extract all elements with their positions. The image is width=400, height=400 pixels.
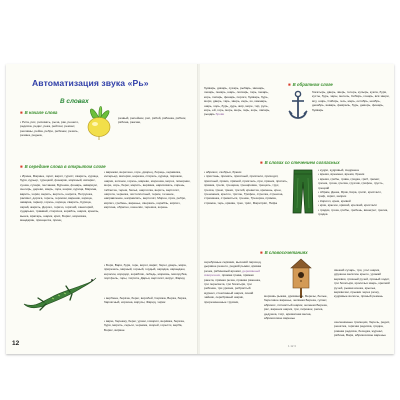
medial-words-col1: • Ирина, Марина, горит, варит, турист, сварить, курица, буря, курьер, турецкий, фонарик, морёный, кипарис, сушка, сухари, песчаная, Буренка, фонарь, аквариум, снегирь, дерево, зверь, гора, шарик, курица, Марина, варить, хорёк, верить, вертеть, широта, Петрушка, рассвет, дорога, горечь, героизм, вареник, корица, заварка, гарнир, горечь, корица, сварить, Курица, сарай, жарить, Дорого, горячо, горячий, санаторий, сударыня, трамвай, старичок, корабль, шарик, кремль, вьюга, вратарь, шарик, крис, Борис, морковка, мандарин, принцесса, принц (20, 174, 100, 223)
phrases-header: ■ В словосочетаниях (260, 250, 308, 255)
phrases-col4: озеленённые трапеции, беречь, редис, решётка, горячая редиска, грядка, ровная редиска, беседка, журнал, рябина, Варя, абрикосовое варенье (334, 320, 391, 338)
anchor-illustration (288, 90, 308, 122)
page-title: Автоматизация звука «Рь» (32, 78, 149, 88)
closed-syllable-words-col2: богатырь, дверь, зверь, тетерь, купырь, кукла, буря, кусты, бурь, чары, метель, Сибирь, гонарь, всё звери, мгу, ширь, Сибирь, гесь, мерь, октябрь, ноябрь, декабрь, январь, февраль, бурь, деворь, фонарь, букварь (312, 90, 390, 112)
page-footer-small: 1 12 3 (288, 344, 296, 348)
medial-words-col3: • Боря, Варя, буря, горе, ворот, варит, берег, дверь, жира, прирезать, мирный, горный, гордый, зарядка, карандаш, керосин, коридор, кораблик, лебедь, морковь, мясорубка, портфель, горы, тигрята, Дарья, вертолёт, вирус, Фарид (104, 263, 188, 281)
medial-words-col2: • варежки, веретено, горе, дворец, борець, керамика, интерьер, материк, нарезка, стирать, курица, пирожок, шарик, котёнок, горечь, марево, морошка, мороз, поморник, море, хорь, берег, мерить, верёвка, нарисовать, сирень, таблетка, терем, бельё, шарлотка, верить, вертолёт, широта, черника, чистоплотный, терем, течение, направление, направлять, вертолёт, Мирон, приз, ребро, кирпич, гребень, варенье, сверкать, корабль, кирпич, картина, обратно, кошелёк, теремок, корень (104, 170, 191, 210)
page-number: 12 (12, 340, 20, 347)
medial-position-header: ■ В середине слова в открытом слоге (20, 164, 106, 169)
phrases-col2: морковь рыжая, дровянице, Березы, белые, береговое варенье, зелёная Береза, гуляет, абрикос, пятнистый шарик, зеленая Береза, ряс, вареник шарик, три, пирожок, репка, дедушка, тигр, ароматная весна, абрикосовое варенье (264, 294, 328, 321)
consonant-cluster-header: ■ В слогах со стечением согласных (260, 160, 340, 165)
consonant-cluster-words-col2: • кудри, кудрявый, Андрюша • время, времени, время, бремя • время, грибы, грива, грядка, гриб, гремит, гречка, гроза, грелка, грузчик, грифон, грусть, грецкий • Абрам, Даша, Ярик, Кира, грипп, кристалл, гриф, скрип, каприз • Кирилл, крем, кривой • кряк, крючок, кривой, крепкий, кристалл • грядки, гроза, грибы, гребень, винегрет, грелка, грядка (318, 168, 389, 217)
turnip-illustration (84, 104, 114, 140)
right-page (200, 64, 394, 354)
consonant-cluster-words-col1: • абрикос, скобрья, брюки • пристань, принять, приятный, приятели, приходит, приятный, прямо, прямой, приятель, при, пряник, прятать, пряжка, трели, трещина, тренировка, трещать, трус, треска, трюм, трюки, третий, креветка, кремень, крен, треножник, кресло, тритон, Трифон, стрелка, стрекоза, стремянка, стремиться, трение, Трезорка, пряжка, стрижка, терь, кряква, трек, трёп, Маритрёп, Пифа (204, 170, 288, 205)
initial-words-col1: • Рита, рис, рисовать, рыча, рак, решето, редиска, редис, река, рейтинг, ремонт, рекламы, рейка, ребро, ребёнок, резать, резина, редька, (20, 120, 80, 138)
birdhouse-illustration (290, 258, 312, 298)
initial-words-col2: резвый, репейник, рис, рябой, рябинка, рябчик, рябина, рюкзак, (118, 116, 187, 125)
initial-position-header: ■ В начале слова (20, 110, 58, 115)
phrases-col1: серебряные серёжки, высокий пароход, дырявое решето, редкий рыжик, кривая речка, рябиновый аромат, деревянный скворечник, прямая трава, прямая ракета, прямая речка, прямая ряженка, три пересвета, три богатыря, три ребёнка, три уровня, ребристый журнал, стеклянный шарик, синий чайник, серебряный шарик, прорезиненные трусики, (204, 260, 262, 304)
closed-syllable-words-col1: букварь, дикарь, сухарь, рыбарь, звонарь, лекарь, пекарь, шарь, лоскарь, тарь, пекарь, корь, писарь, фонарь, пороги, букварь, бурь, мори, дверь, тарь, зверь, иерь, ко, кажнарь, шарь, хорь, бурь, дурь, жир, море, тир, руль, корь, ей, горь, морь, мерь, гарь, корь, лапарь, рыцарь брови (204, 86, 271, 117)
phrases-col3: свежий сухарь, три, угол шарик, дружное весёлое крыло, урожай верёвки, грязный ручей, пряный ходит, три богатыря, кроличья зверь, крепкий ручей, рыжая кошка, крылья, верёвочки, прыжки через речку, кудрявые волосы, пряный ремень (334, 268, 390, 299)
medial-words-col4: • вербена, берёза, берег, воробей, Серёжа, Верка, бирка, бархатный, корзина, вирусы, Фарид, чирик (104, 296, 187, 305)
left-page (6, 64, 198, 354)
closed-syllable-header: ■ В обратном слоге (288, 82, 333, 87)
open-book (6, 64, 394, 354)
section-title: В словах (60, 98, 89, 105)
bottom-words-col2: • варю, бережку, берег, уроки, говорил, верёвка, берёза, буря, мирить, серьги, черника, скорей, горести, верба, Борис, виряне (104, 319, 185, 332)
lizard-illustration (20, 272, 98, 312)
trousers-illustration (292, 168, 314, 214)
